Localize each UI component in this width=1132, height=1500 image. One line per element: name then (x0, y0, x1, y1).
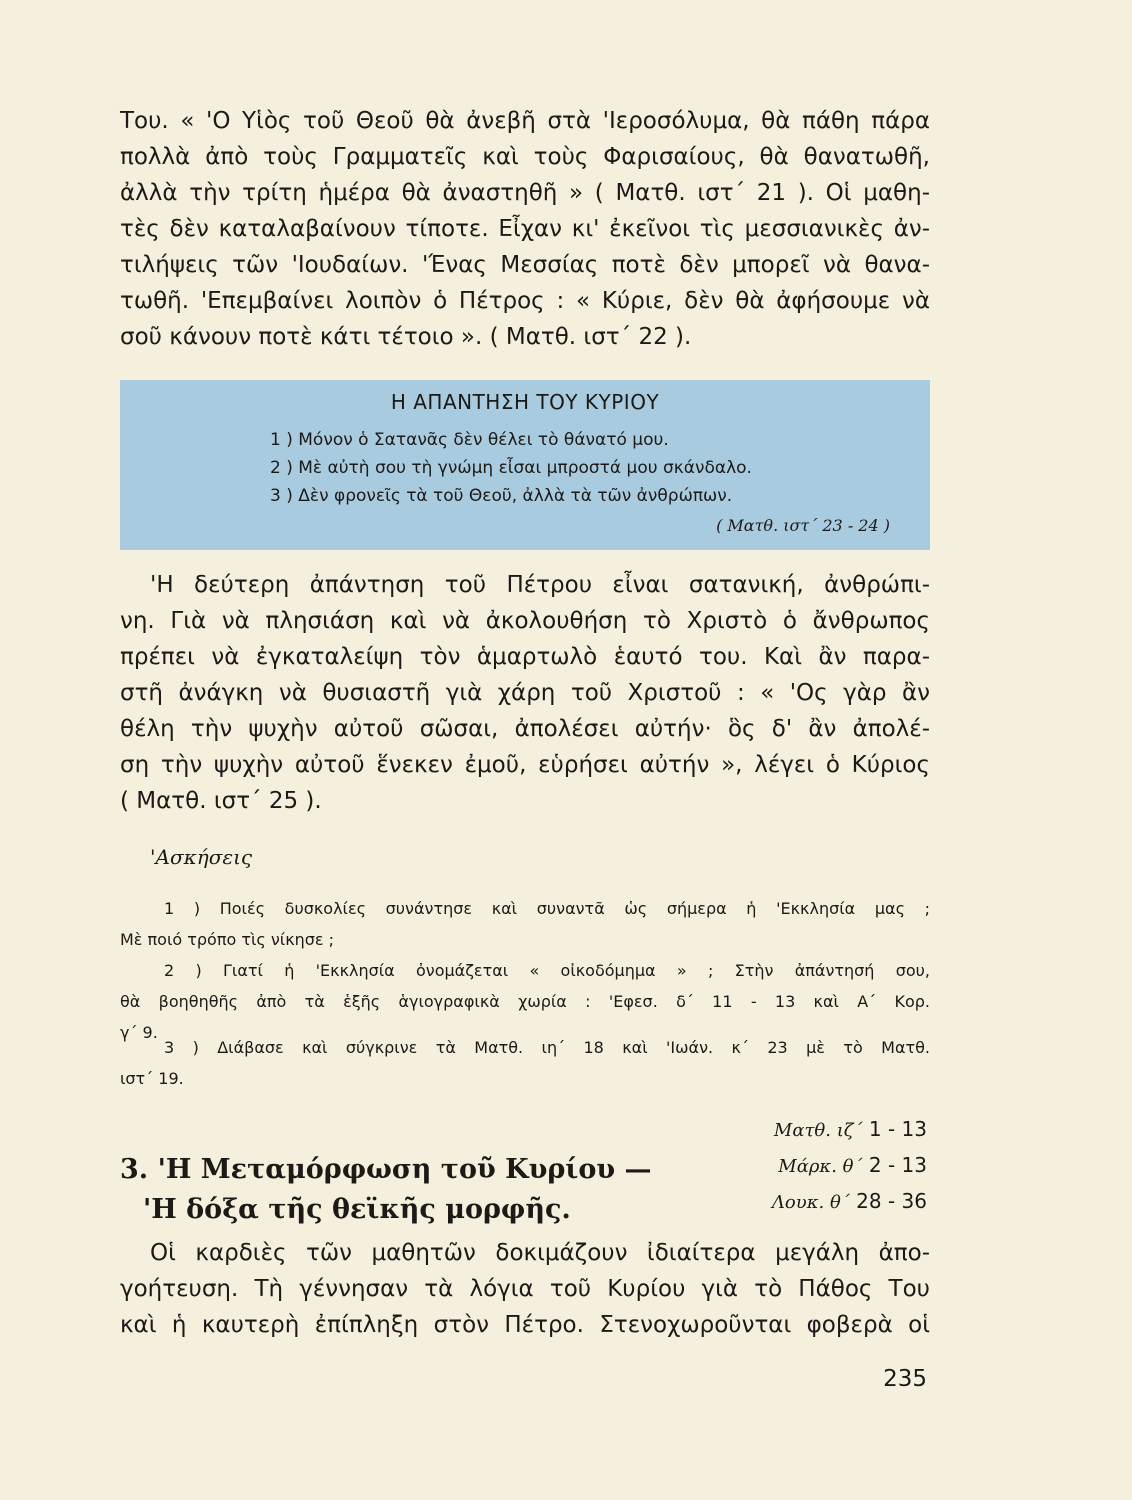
exercise-line: 2 ) Γιατί ἡ 'Εκκλησία ὀνομάζεται « οἰκοδόμημα » ; Στὴν ἀπάντησή σου, (164, 961, 930, 980)
page-number: 235 (883, 1366, 927, 1392)
exercise-line: Μὲ ποιό τρόπο τὶς νίκησε ; (120, 930, 335, 949)
reference-verses: 1 - 13 (868, 1117, 927, 1141)
paragraph-2 (120, 567, 930, 819)
section-title (120, 1150, 651, 1230)
box-reference: ( Ματθ. ιστ΄ 23 - 24 ) (716, 516, 890, 535)
text-line: Οἱ καρδιὲς τῶν μαθητῶν δοκιμάζουν ἰδιαίτερα μεγάλη ἀπο- (150, 1240, 930, 1266)
section-title-line-2: 'Η δόξα τῆς θεϊκῆς μορφῆς. (143, 1194, 571, 1225)
exercise-line: θὰ βοηθηθῆς ἀπὸ τὰ ἑξῆς ἁγιογραφικὰ χωρία : 'Εφεσ. δ΄ 11 - 13 καὶ Α΄ Κορ. (120, 992, 930, 1011)
box-title: Η ΑΠΑΝΤΗΣΗ ΤΟΥ ΚΥΡΙΟΥ (390, 390, 660, 414)
text-line: γοήτευση. Τὴ γέννησαν τὰ λόγια τοῦ Κυρίου γιὰ τὸ Πάθος Του (120, 1276, 930, 1302)
box-item: 1 ) Μόνον ὁ Σατανᾶς δὲν θέλει τὸ θάνατό μου. (270, 430, 669, 450)
exercise-line: ιστ΄ 19. (120, 1069, 184, 1088)
text-line: τιλήψεις τῶν 'Ιουδαίων. 'Ένας Μεσσίας ποτὲ δὲν μπορεῖ νὰ θανα- (120, 252, 930, 278)
text-line: νη. Γιὰ νὰ πλησιάση καὶ νὰ ἀκολουθήση τὸ Χριστὸ ὁ ἄνθρωπος (120, 608, 930, 634)
reference-verses: 28 - 36 (856, 1189, 927, 1213)
exercise-line: 1 ) Ποιές δυσκολίες συνάντησε καὶ συναντᾶ ὡς σήμερα ἡ 'Εκκλησία μας ; (164, 899, 930, 918)
reference-line (772, 1184, 927, 1220)
exercise-1 (120, 893, 930, 955)
section-title-line-1: 3. 'Η Μεταμόρφωση τοῦ Κυρίου — (120, 1154, 652, 1185)
text-line: καὶ ἡ καυτερὴ ἐπίπληξη στὸν Πέτρο. Στενοχωροῦνται φοβερὰ οἱ (120, 1312, 930, 1338)
text-line: πρέπει νὰ ἐγκαταλείψη τὸν ἁμαρτωλὸ ἑαυτό του. Καὶ ἂν παρα- (120, 644, 930, 670)
box-item: 3 ) Δὲν φρονεῖς τὰ τοῦ Θεοῦ, ἀλλὰ τὰ τῶν ἀνθρώπων. (270, 486, 733, 506)
text-line: ἀλλὰ τὴν τρίτη ἡμέρα θὰ ἀναστηθῆ » ( Ματθ. ιστ΄ 21 ). Οἱ μαθη- (120, 180, 930, 206)
text-line: τὲς δὲν καταλαβαίνουν τίποτε. Εἶχαν κι' ἐκεῖνοι τὶς μεσσιανικὲς ἀν- (120, 216, 930, 242)
text-line: τωθῆ. 'Επεμβαίνει λοιπὸν ὁ Πέτρος : « Κύριε, δὲν θὰ ἀφήσουμε νὰ (120, 288, 930, 314)
reference-verses: 2 - 13 (868, 1153, 927, 1177)
exercises-heading: 'Ασκήσεις (150, 845, 253, 869)
text-line: στῆ ἀνάγκη νὰ θυσιαστῆ γιὰ χάρη τοῦ Χριστοῦ : « 'Ος γὰρ ἂν (120, 680, 930, 706)
exercise-line: 3 ) Διάβασε καὶ σύγκρινε τὰ Ματθ. ιη΄ 18 καὶ 'Ιωάν. κ΄ 23 μὲ τὸ Ματθ. (164, 1038, 930, 1057)
text-line: σοῦ κάνουν ποτὲ κάτι τέτοιο ». ( Ματθ. ιστ΄ 22 ). (120, 324, 692, 350)
paragraph-1 (120, 103, 930, 355)
text-line: θέλη τὴν ψυχὴν αὐτοῦ σῶσαι, ἀπολέσει αὐτήν· ὃς δ' ἂν ἀπολέ- (120, 716, 930, 742)
text-line: ση τὴν ψυχὴν αὐτοῦ ἕνεκεν ἐμοῦ, εὑρήσει αὐτήν », λέγει ὁ Κύριος (120, 752, 930, 778)
reference-line (772, 1148, 927, 1184)
paragraph-3 (120, 1235, 930, 1343)
text-line: πολλὰ ἀπὸ τοὺς Γραμματεῖς καὶ τοὺς Φαρισαίους, θὰ θανατωθῆ, (120, 144, 930, 170)
reference-book: Μάρκ. θ΄ (778, 1156, 863, 1177)
section-references (772, 1112, 927, 1220)
box-item: 2 ) Μὲ αὐτὴ σου τὴ γνώμη εἶσαι μπροστά μου σκάνδαλο. (270, 458, 752, 478)
reference-book: Λουκ. θ΄ (771, 1192, 850, 1213)
lords-answer-box (120, 380, 930, 550)
text-line: 'Η δεύτερη ἀπάντηση τοῦ Πέτρου εἶναι σατανική, ἀνθρώπι- (150, 572, 930, 598)
reference-book: Ματθ. ιζ΄ (773, 1120, 863, 1141)
text-line: ( Ματθ. ιστ΄ 25 ). (120, 788, 322, 814)
exercise-3 (120, 1032, 930, 1094)
reference-line (772, 1112, 927, 1148)
exercise-line: γ΄ 9. (120, 1023, 158, 1042)
text-line: Του. « 'Ο Υἱὸς τοῦ Θεοῦ θὰ ἀνεβῆ στὰ 'Ιεροσόλυμα, θὰ πάθη πάρα (120, 108, 930, 134)
